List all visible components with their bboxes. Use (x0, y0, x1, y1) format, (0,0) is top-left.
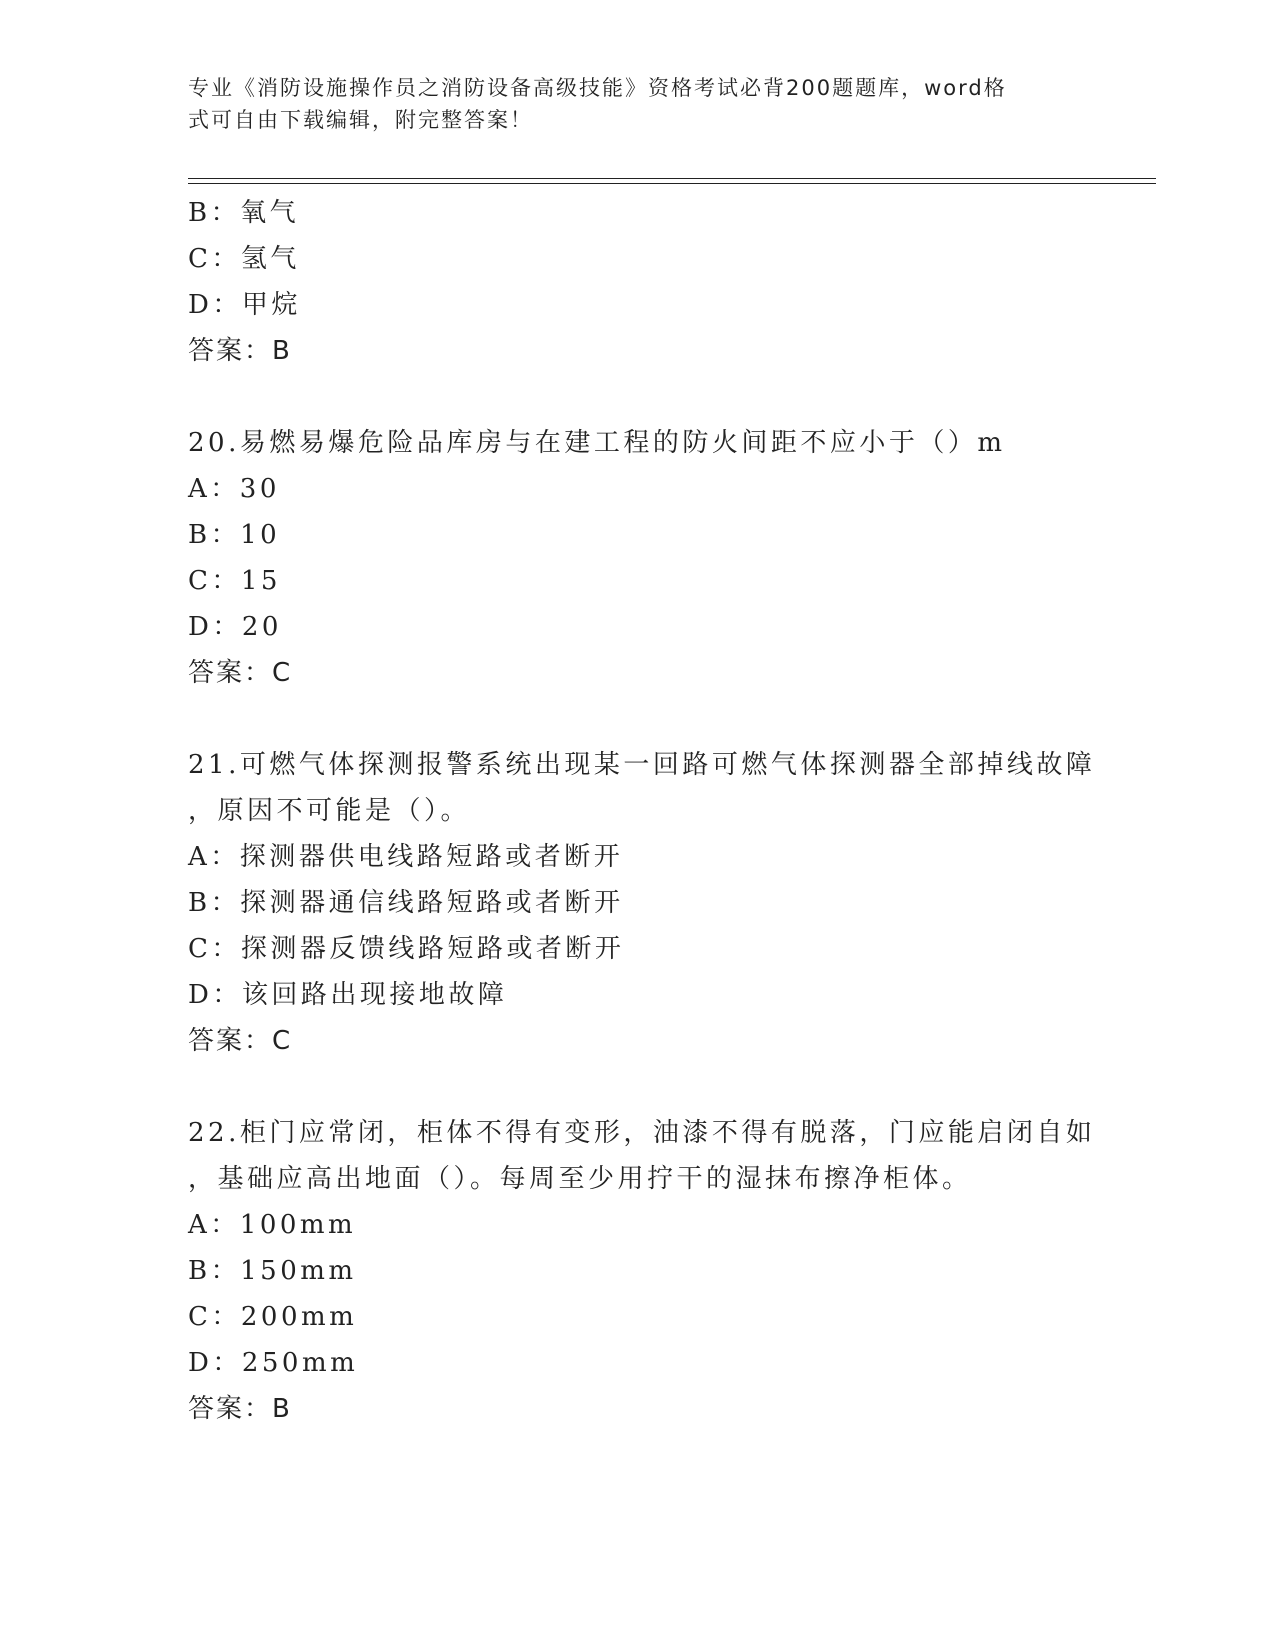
question-20 (188, 420, 1088, 696)
option-b: B：探测器通信线路短路或者断开 (188, 888, 624, 918)
header-line-2: 式可自由下载编辑，附完整答案！ (188, 108, 533, 132)
question-stem-line-1: 21.可燃气体探测报警系统出现某一回路可燃气体探测器全部掉线故障 (188, 750, 1096, 780)
spacer (188, 1064, 1088, 1110)
option-c: C：15 (188, 566, 281, 596)
option-a: A：探测器供电线路短路或者断开 (188, 842, 624, 872)
answer-line: 答案：C (188, 1026, 293, 1056)
spacer (188, 374, 1088, 420)
document-header (188, 72, 1078, 136)
spacer (188, 696, 1088, 742)
option-d: D：250mm (188, 1348, 359, 1378)
question-21 (188, 742, 1096, 1064)
option-c: C：探测器反馈线路短路或者断开 (188, 934, 625, 964)
question-stem: 20.易燃易爆危险品库房与在建工程的防火间距不应小于（）m (188, 428, 1006, 458)
option-a: A：30 (188, 474, 280, 504)
prev-question-block (188, 190, 1088, 374)
question-stem-line-2: ，基础应高出地面（）。每周至少用拧干的湿抹布擦净柜体。 (188, 1164, 972, 1194)
header-divider-top (188, 178, 1156, 179)
header-line-1: 专业《消防设施操作员之消防设备高级技能》资格考试必背200题题库，word格 (188, 76, 1007, 100)
option-d: D：该回路出现接地故障 (188, 980, 508, 1010)
option-b: B：10 (188, 520, 281, 550)
question-22 (188, 1110, 1096, 1432)
answer-line: 答案：B (188, 1394, 292, 1424)
option-d: D：甲烷 (188, 290, 301, 320)
question-stem-line-1: 22.柜门应常闭，柜体不得有变形，油漆不得有脱落，门应能启闭自如 (188, 1118, 1096, 1148)
option-c: C：氢气 (188, 244, 300, 274)
option-a: A：100mm (188, 1210, 357, 1240)
option-b: B：150mm (188, 1256, 357, 1286)
option-c: C：200mm (188, 1302, 358, 1332)
answer-line: 答案：C (188, 658, 293, 688)
question-list (188, 190, 1096, 1432)
answer-line: 答案：B (188, 336, 292, 366)
option-b: B：氧气 (188, 198, 300, 228)
option-d: D：20 (188, 612, 282, 642)
header-divider-bottom (188, 183, 1156, 184)
question-stem-line-2: ，原因不可能是（）。 (188, 796, 471, 826)
